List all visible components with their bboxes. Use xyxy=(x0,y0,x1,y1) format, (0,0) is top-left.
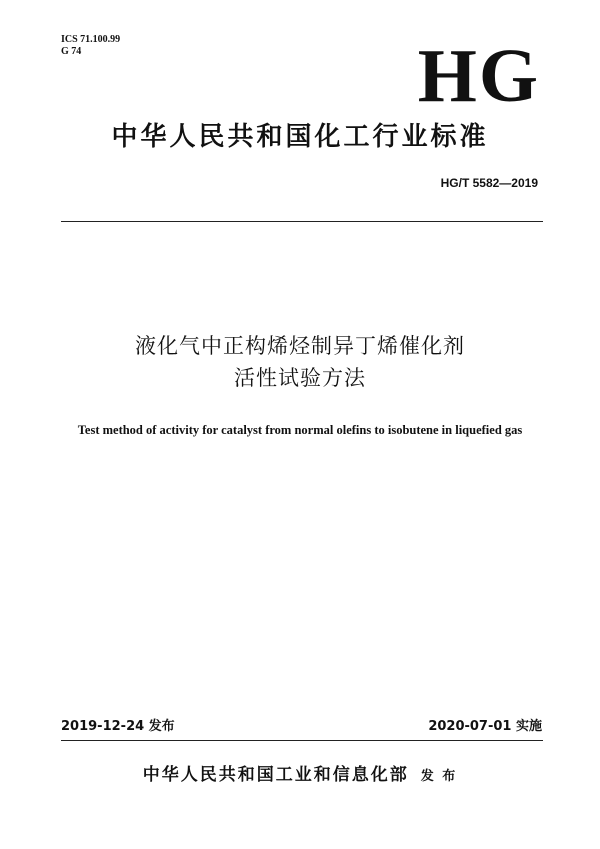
issue-date: 2019-12-24 发布 xyxy=(61,719,175,734)
bottom-divider xyxy=(61,740,543,741)
implementation-date: 2020-07-01 实施 xyxy=(428,719,542,734)
issuer-line xyxy=(0,764,600,788)
issuer-suffix: 发 布 xyxy=(420,769,458,784)
standard-number: HG/T 5582—2019 xyxy=(440,176,538,190)
issuing-authority: 中华人民共和国工业和信息化部 xyxy=(142,765,409,785)
hg-logo: HG xyxy=(417,34,540,118)
title-chinese-line-2: 活性试验方法 xyxy=(234,366,366,390)
ics-code: ICS 71.100.99 xyxy=(61,34,121,45)
title-chinese-line-1: 液化气中正构烯烃制异丁烯催化剂 xyxy=(135,334,465,358)
title-english: Test method of activity for catalyst from normal olefins to isobutene in liquefied gas xyxy=(77,423,523,437)
standard-category: 中华人民共和国化工行业标准 xyxy=(111,122,489,152)
top-divider xyxy=(61,221,543,222)
ccs-code: G 74 xyxy=(61,46,82,57)
classification-codes xyxy=(61,34,120,58)
